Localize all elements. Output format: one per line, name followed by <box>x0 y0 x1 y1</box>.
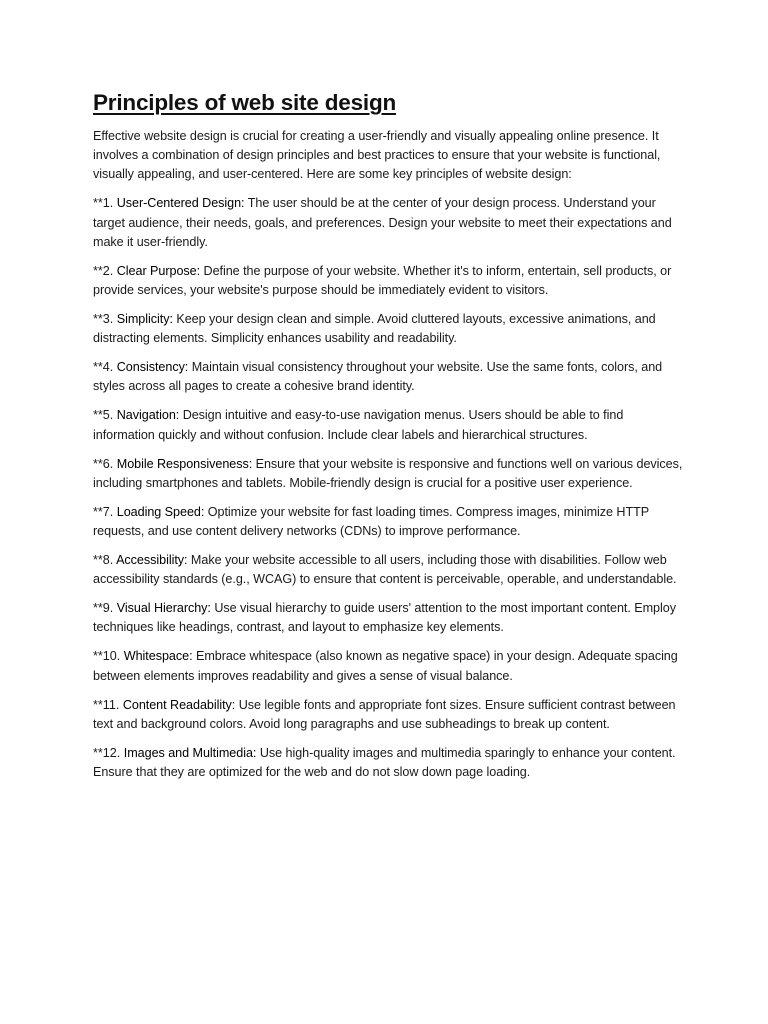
item-label: User-Centered Design: <box>116 196 245 211</box>
list-item <box>93 503 683 541</box>
item-text: Keep your design clean and simple. Avoid cluttered layouts, excessive animations, and distracting elements. Simplicity enhances usability and readability. <box>93 312 656 346</box>
item-text: Use legible fonts and appropriate font sizes. Ensure sufficient contrast between text and background colors. Avoid long paragraphs and use subheadings to break up content. <box>93 697 676 731</box>
item-number: **3. <box>93 312 114 327</box>
list-item <box>93 358 683 396</box>
item-label: Navigation: <box>116 408 180 423</box>
item-text: Define the purpose of your website. Whether it's to inform, entertain, sell products, or provide services, your website's purpose should be immediately evident to visitors. <box>93 263 672 298</box>
item-number: **11. <box>93 697 120 712</box>
item-number: **5. <box>93 408 114 423</box>
item-number: **4. <box>93 360 114 375</box>
list-item <box>93 744 683 782</box>
item-text: Maintain visual consistency throughout your website. Use the same fonts, colors, and styles across all pages to create a cohesive brand identity. <box>93 360 663 394</box>
document-title: Principles of web site design <box>93 90 397 115</box>
item-number: **8. <box>93 553 114 568</box>
item-label: Visual Hierarchy: <box>116 601 211 616</box>
list-item <box>93 194 683 252</box>
item-label: Whitespace: <box>123 649 193 664</box>
item-label: Accessibility: <box>116 553 188 568</box>
item-text: Make your website accessible to all users, including those with disabilities. Follow web accessibility standards (e.g., WCAG) to ensure that content is perceivable, operable, and understandable. <box>93 553 677 587</box>
item-label: Consistency: <box>116 360 189 375</box>
item-number: **2. <box>93 263 114 278</box>
list-item <box>93 647 683 685</box>
item-label: Content Readability: <box>122 697 236 712</box>
item-number: **9. <box>93 601 114 616</box>
item-label: Clear Purpose: <box>116 263 201 278</box>
list-item <box>93 406 683 444</box>
item-text: Use high-quality images and multimedia sparingly to enhance your content. Ensure that they are optimized for the web and do not slow down page loading. <box>93 745 676 780</box>
list-item <box>93 310 683 348</box>
item-text: Design intuitive and easy-to-use navigation menus. Users should be able to find information quickly and without confusion. Include clear labels and hierarchical structures. <box>93 408 624 442</box>
item-number: **10. <box>93 649 121 664</box>
item-text: Use visual hierarchy to guide users' attention to the most important content. Employ techniques like headings, contrast, and layout to emphasize key elements. <box>93 601 676 635</box>
item-label: Loading Speed: <box>116 504 205 519</box>
item-text: The user should be at the center of your design process. Understand your target audience, their needs, goals, and preferences. Design your website to meet their expectations and make it user-friendly. <box>93 196 672 249</box>
item-label: Simplicity: <box>116 312 173 327</box>
intro-paragraph: Effective website design is crucial for creating a user-friendly and visually appealing online presence. It involves a combination of design principles and best practices to ensure that your website is functional, visually appealing, and user-centered. Here are some key principles of website design: <box>93 129 661 182</box>
item-text: Optimize your website for fast loading times. Compress images, minimize HTTP requests, and use content delivery networks (CDNs) to improve performance. <box>93 504 649 539</box>
item-number: **7. <box>93 504 114 519</box>
list-item <box>93 262 683 300</box>
item-number: **6. <box>93 456 114 471</box>
document-page <box>93 88 683 792</box>
item-number: **1. <box>93 196 114 211</box>
item-label: Mobile Responsiveness: <box>116 456 253 471</box>
item-text: Ensure that your website is responsive and functions well on various devices, including smartphones and tablets. Mobile-friendly design is crucial for a positive user experience. <box>93 456 683 490</box>
item-text: Embrace whitespace (also known as negative space) in your design. Adequate spacing between elements improves readability and gives a sense of visual balance. <box>93 649 678 683</box>
list-item <box>93 455 683 493</box>
item-number: **12. <box>93 745 121 760</box>
list-item <box>93 599 683 637</box>
list-item <box>93 696 683 734</box>
item-label: Images and Multimedia: <box>123 745 257 760</box>
list-item <box>93 551 683 589</box>
